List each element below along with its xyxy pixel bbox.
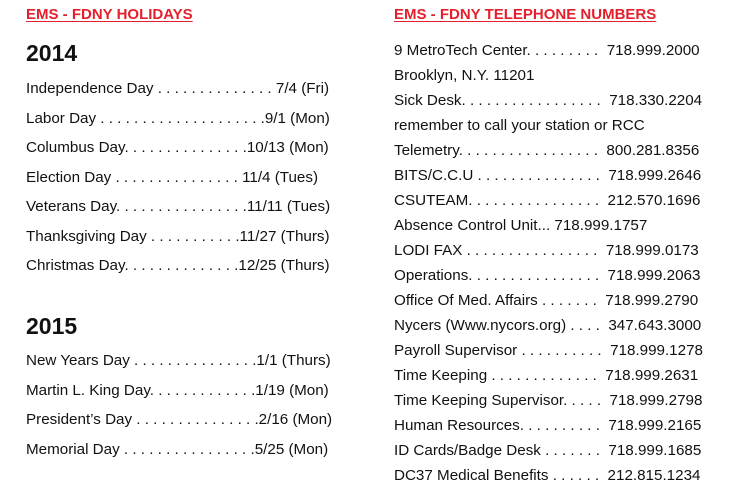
holiday-entry: President’s Day . . . . . . . . . . . . . . .2/16 (Mon)	[26, 411, 333, 428]
telephone-heading: EMS - FDNY TELEPHONE NUMBERS	[394, 6, 657, 23]
note-line: remember to call your station or RCC	[394, 117, 645, 134]
holiday-entry: Memorial Day . . . . . . . . . . . . . . . .5/25 (Mon)	[26, 441, 329, 458]
phone-entry: Time Keeping Supervisor. . . . . 718.999.2798	[394, 392, 703, 409]
phone-entry: 9 MetroTech Center. . . . . . . . . 718.999.2000	[394, 42, 700, 59]
phone-entry: CSUTEAM. . . . . . . . . . . . . . . . 212.570.1696	[394, 192, 701, 209]
holiday-entry: Election Day . . . . . . . . . . . . . . . 11/4 (Tues)	[26, 169, 319, 186]
phone-entry: Absence Control Unit... 718.999.1757	[394, 217, 648, 234]
address-line: Brooklyn, N.Y. 11201	[394, 67, 535, 84]
holiday-entry: Independence Day . . . . . . . . . . . . . . 7/4 (Fri)	[26, 80, 330, 97]
holiday-entry: Labor Day . . . . . . . . . . . . . . . . . . . .9/1 (Mon)	[26, 110, 330, 127]
phone-entry: Operations. . . . . . . . . . . . . . . . 718.999.2063	[394, 267, 701, 284]
phone-entry: Sick Desk. . . . . . . . . . . . . . . . . 718.330.2204	[394, 92, 703, 109]
phone-entry: Nycers (Www.nycors.org) . . . . 347.643.3000	[394, 317, 702, 334]
year-heading-2015: 2015	[26, 313, 78, 339]
phone-entry: BITS/C.C.U . . . . . . . . . . . . . . . 718.999.2646	[394, 167, 702, 184]
holiday-entry: New Years Day . . . . . . . . . . . . . . .1/1 (Thurs)	[26, 352, 331, 369]
year-heading-2014: 2014	[26, 40, 78, 66]
phone-entry: Office Of Med. Affairs . . . . . . . 718.999.2790	[394, 292, 699, 309]
holiday-entry: Thanksgiving Day . . . . . . . . . . .11/27 (Thurs)	[26, 228, 330, 245]
holiday-entry: Columbus Day. . . . . . . . . . . . . . .10/13 (Mon)	[26, 139, 329, 156]
phone-entry: DC37 Medical Benefits . . . . . . 212.815.1234	[394, 467, 701, 484]
phone-entry: Human Resources. . . . . . . . . . 718.999.2165	[394, 417, 702, 434]
holiday-entry: Veterans Day. . . . . . . . . . . . . . . .11/11 (Tues)	[26, 198, 331, 215]
phone-entry: Time Keeping . . . . . . . . . . . . . 718.999.2631	[394, 367, 699, 384]
phone-entry: Payroll Supervisor . . . . . . . . . . 718.999.1278	[394, 342, 703, 359]
holiday-entry: Christmas Day. . . . . . . . . . . . . .12/25 (Thurs)	[26, 257, 330, 274]
holiday-entry: Martin L. King Day. . . . . . . . . . . . .1/19 (Mon)	[26, 382, 329, 399]
holidays-heading: EMS - FDNY HOLIDAYS	[26, 6, 193, 23]
phone-entry: Telemetry. . . . . . . . . . . . . . . . . 800.281.8356	[394, 142, 700, 159]
phone-entry: ID Cards/Badge Desk . . . . . . . 718.999.1685	[394, 442, 702, 459]
phone-entry: LODI FAX . . . . . . . . . . . . . . . . 718.999.0173	[394, 242, 699, 259]
